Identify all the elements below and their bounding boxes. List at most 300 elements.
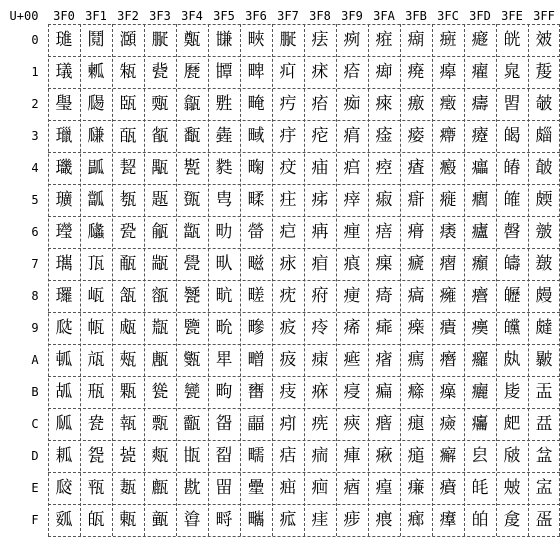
- glyph-cell: 㽾: [279, 478, 297, 498]
- glyph-cell: 㿉: [439, 318, 457, 338]
- glyph-cell: 㽔: [215, 158, 233, 178]
- glyph-cell: 㾔: [343, 158, 361, 178]
- glyph-cell: 㾞: [343, 478, 361, 498]
- glyph-cell: 㾝: [343, 446, 361, 466]
- glyph-cell: 㽍: [183, 446, 201, 466]
- glyph-cell: 㽤: [247, 158, 265, 178]
- glyph-cell: 㿄: [439, 158, 457, 178]
- glyph-cell: 㿼: [535, 414, 553, 434]
- glyph-cell: 㿨: [503, 286, 521, 306]
- glyph-cell: 㽰: [151, 30, 169, 50]
- glyph-cell: 㽦: [247, 222, 265, 242]
- glyph-cell: 㾠: [375, 30, 393, 50]
- grid-divider: [48, 248, 560, 249]
- glyph-cell: 璡: [55, 30, 73, 50]
- glyph-cell: 㾘: [343, 286, 361, 306]
- glyph-cell: 㼙: [87, 318, 105, 338]
- glyph-cell: 㽇: [183, 254, 201, 274]
- grid-divider: [48, 376, 560, 377]
- glyph-cell: 㼋: [55, 382, 73, 402]
- glyph-cell: 㿀: [439, 30, 457, 50]
- glyph-cell: 㾃: [311, 126, 329, 146]
- glyph-cell: 㽿: [279, 510, 297, 530]
- glyph-cell: 㿲: [535, 94, 553, 114]
- glyph-cell: 㿍: [439, 446, 457, 466]
- glyph-cell: 㿧: [503, 254, 521, 274]
- glyph-cell: 㼭: [119, 446, 137, 466]
- glyph-cell: 㽻: [279, 382, 297, 402]
- corner-label: U+00: [9, 9, 39, 23]
- glyph-cell: 㾧: [375, 254, 393, 274]
- glyph-cell: 㼼: [151, 414, 169, 434]
- glyph-cell: 㿕: [471, 190, 489, 210]
- glyph-cell: 㿾: [535, 478, 553, 498]
- glyph-cell: 㿏: [439, 510, 457, 530]
- glyph-cell: 㾌: [311, 414, 329, 434]
- glyph-cell: 㽌: [183, 414, 201, 434]
- glyph-cell: 㽮: [247, 478, 265, 498]
- glyph-cell: 㼓: [87, 126, 105, 146]
- row-header: A: [31, 353, 39, 367]
- glyph-cell: 㿚: [471, 350, 489, 370]
- glyph-cell: 㾥: [375, 190, 393, 210]
- glyph-cell: 㿁: [439, 62, 457, 82]
- glyph-cell: 㼁: [55, 62, 73, 82]
- glyph-cell: 㼍: [55, 446, 73, 466]
- glyph-cell: 㽀: [183, 30, 201, 50]
- glyph-cell: 㽧: [247, 254, 265, 274]
- glyph-cell: 㾀: [311, 30, 329, 50]
- glyph-cell: 㿖: [471, 222, 489, 242]
- glyph-cell: 㼺: [151, 350, 169, 370]
- column-header: 3FF: [533, 9, 555, 23]
- grid-divider: [48, 88, 560, 89]
- glyph-cell: 㿊: [439, 350, 457, 370]
- glyph-cell: 㿰: [535, 30, 553, 50]
- glyph-cell: 㿜: [471, 414, 489, 434]
- glyph-cell: 㼌: [55, 414, 73, 434]
- row-header: 7: [31, 257, 39, 271]
- glyph-cell: 㼈: [55, 286, 73, 306]
- glyph-cell: 㽢: [247, 94, 265, 114]
- glyph-cell: 㾍: [311, 446, 329, 466]
- glyph-cell: 㽄: [183, 158, 201, 178]
- glyph-cell: 㿣: [503, 126, 521, 146]
- glyph-cell: 㿳: [535, 126, 553, 146]
- glyph-cell: 㽑: [215, 62, 233, 82]
- glyph-cell: 㾎: [311, 478, 329, 498]
- glyph-cell: 㿽: [535, 446, 553, 466]
- glyph-cell: 㼩: [119, 318, 137, 338]
- glyph-cell: 㼕: [87, 190, 105, 210]
- glyph-cell: 㾨: [375, 286, 393, 306]
- glyph-cell: 㽣: [247, 126, 265, 146]
- glyph-cell: 㼡: [119, 62, 137, 82]
- glyph-cell: 㿪: [503, 350, 521, 370]
- row-header: 1: [31, 65, 39, 79]
- glyph-cell: 㶊: [119, 30, 137, 50]
- row-header: B: [31, 385, 39, 399]
- glyph-cell: 㿥: [503, 190, 521, 210]
- glyph-cell: 㿦: [503, 222, 521, 242]
- glyph-cell: 㼎: [55, 478, 73, 498]
- glyph-cell: 㽞: [215, 478, 233, 498]
- glyph-cell: 㾦: [375, 222, 393, 242]
- glyph-cell: 㿺: [535, 350, 553, 370]
- column-header: 3F5: [213, 9, 235, 23]
- glyph-cell: 㾟: [343, 510, 361, 530]
- glyph-cell: 㽸: [279, 286, 297, 306]
- glyph-cell: 㾢: [375, 94, 393, 114]
- glyph-cell: 㽋: [183, 382, 201, 402]
- glyph-cell: 㾉: [311, 318, 329, 338]
- glyph-cell: 㾼: [407, 414, 425, 434]
- glyph-cell: 㿷: [535, 254, 553, 274]
- glyph-cell: 㾾: [407, 478, 425, 498]
- glyph-cell: 㿞: [471, 478, 489, 498]
- glyph-cell: 㽰: [279, 30, 297, 50]
- glyph-cell: 㽵: [279, 190, 297, 210]
- glyph-cell: 㾜: [343, 414, 361, 434]
- glyph-cell: 㽽: [279, 446, 297, 466]
- glyph-cell: 㽜: [215, 414, 233, 434]
- row-header: D: [31, 449, 39, 463]
- row-header: 9: [31, 321, 39, 335]
- glyph-cell: 㿿: [535, 510, 553, 530]
- glyph-cell: 㾈: [311, 286, 329, 306]
- glyph-cell: 㼱: [151, 62, 169, 82]
- grid-divider: [48, 472, 560, 473]
- glyph-cell: 㾣: [375, 126, 393, 146]
- glyph-cell: 㾬: [375, 414, 393, 434]
- glyph-cell: 㽈: [183, 286, 201, 306]
- glyph-cell: 㽁: [183, 62, 201, 82]
- glyph-cell: 㿙: [471, 318, 489, 338]
- glyph-cell: 㼾: [151, 478, 169, 498]
- glyph-cell: 㿛: [471, 382, 489, 402]
- glyph-cell: 㾴: [407, 158, 425, 178]
- grid-divider: [48, 504, 560, 505]
- glyph-cell: 㽠: [247, 30, 265, 50]
- glyph-cell: 㿒: [471, 94, 489, 114]
- glyph-cell: 㿎: [439, 478, 457, 498]
- glyph-cell: 㽳: [279, 126, 297, 146]
- glyph-cell: 㾹: [407, 318, 425, 338]
- glyph-cell: 㽼: [279, 414, 297, 434]
- glyph-cell: 㿭: [503, 446, 521, 466]
- grid-divider: [48, 152, 560, 153]
- glyph-cell: 㽺: [279, 350, 297, 370]
- glyph-cell: 㼹: [151, 318, 169, 338]
- glyph-cell: 㽊: [183, 350, 201, 370]
- glyph-cell: 㾤: [375, 158, 393, 178]
- grid-divider: [48, 312, 560, 313]
- glyph-cell: 㾯: [375, 510, 393, 530]
- glyph-cell: 㼏: [55, 510, 73, 530]
- glyph-cell: 㽉: [183, 318, 201, 338]
- glyph-cell: 㼦: [119, 222, 137, 242]
- glyph-cell: 㾩: [375, 318, 393, 338]
- glyph-cell: 㼣: [119, 126, 137, 146]
- glyph-cell: 㾑: [343, 62, 361, 82]
- glyph-cell: 㼃: [55, 126, 73, 146]
- row-header: 2: [31, 97, 39, 111]
- glyph-cell: 㿅: [439, 190, 457, 210]
- glyph-cell: 㾚: [343, 350, 361, 370]
- glyph-cell: 㼝: [87, 446, 105, 466]
- glyph-cell: 㼧: [119, 254, 137, 274]
- glyph-cell: 㼉: [55, 318, 73, 338]
- column-header: 3F3: [149, 9, 171, 23]
- glyph-cell: 㽘: [215, 286, 233, 306]
- glyph-cell: 㾳: [407, 126, 425, 146]
- glyph-cell: 㽡: [247, 62, 265, 82]
- glyph-cell: 㼜: [87, 414, 105, 434]
- glyph-cell: 㿓: [471, 126, 489, 146]
- glyph-cell: 㾐: [343, 30, 361, 50]
- glyph-cell: 㽭: [247, 446, 265, 466]
- glyph-cell: 㾭: [375, 446, 393, 466]
- glyph-cell: 㽥: [247, 190, 265, 210]
- column-header: 3F4: [181, 9, 203, 23]
- glyph-cell: 㾓: [343, 126, 361, 146]
- glyph-cell: 㼬: [119, 414, 137, 434]
- glyph-cell: 㿇: [439, 254, 457, 274]
- glyph-cell: 㼸: [151, 286, 169, 306]
- glyph-cell: 㼂: [55, 94, 73, 114]
- glyph-cell: 㼴: [151, 158, 169, 178]
- glyph-cell: 㿌: [439, 414, 457, 434]
- row-header: E: [31, 481, 39, 495]
- glyph-cell: 㽖: [215, 222, 233, 242]
- glyph-cell: 㼆: [55, 222, 73, 242]
- glyph-cell: 㽪: [247, 350, 265, 370]
- column-header: 3F0: [53, 9, 75, 23]
- glyph-cell: 㾻: [407, 382, 425, 402]
- glyph-cell: 㼇: [55, 254, 73, 274]
- glyph-cell: 㾇: [311, 254, 329, 274]
- glyph-cell: 㽗: [215, 254, 233, 274]
- glyph-cell: 㿢: [503, 94, 521, 114]
- glyph-cell: 㼗: [87, 254, 105, 274]
- glyph-cell: 㼒: [87, 94, 105, 114]
- glyph-cell: 㽒: [215, 94, 233, 114]
- glyph-cell: 鬩: [87, 30, 105, 50]
- glyph-cell: 㾒: [343, 94, 361, 114]
- glyph-cell: 㽴: [279, 158, 297, 178]
- row-header: 6: [31, 225, 39, 239]
- row-header: 5: [31, 193, 39, 207]
- glyph-cell: 㾖: [343, 222, 361, 242]
- glyph-cell: 㼥: [119, 190, 137, 210]
- glyph-cell: 㾽: [407, 446, 425, 466]
- glyph-cell: 㾁: [311, 62, 329, 82]
- glyph-cell: 㽯: [247, 510, 265, 530]
- row-header: C: [31, 417, 39, 431]
- glyph-cell: 㿡: [503, 62, 521, 82]
- glyph-cell: 㼊: [55, 350, 73, 370]
- glyph-cell: 㽲: [279, 94, 297, 114]
- glyph-cell: 㿐: [471, 30, 489, 50]
- glyph-cell: 㿱: [535, 62, 553, 82]
- glyph-cell: 㼷: [151, 254, 169, 274]
- glyph-cell: 㼻: [151, 382, 169, 402]
- column-header: 3F8: [309, 9, 331, 23]
- glyph-cell: 㼘: [87, 286, 105, 306]
- glyph-cell: 㾫: [375, 382, 393, 402]
- glyph-cell: 㼟: [87, 510, 105, 530]
- glyph-cell: 㿝: [471, 446, 489, 466]
- glyph-cell: 㾗: [343, 254, 361, 274]
- column-header: 3FA: [373, 9, 395, 23]
- glyph-cell: 㾮: [375, 478, 393, 498]
- glyph-cell: 㽆: [183, 222, 201, 242]
- glyph-cell: 㿈: [439, 286, 457, 306]
- glyph-cell: 㿩: [503, 318, 521, 338]
- glyph-cell: 㾲: [407, 94, 425, 114]
- grid-divider: [48, 120, 560, 121]
- grid-divider: [48, 344, 560, 345]
- glyph-cell: 㼵: [151, 190, 169, 210]
- glyph-cell: 㽨: [247, 286, 265, 306]
- glyph-cell: 㽱: [279, 62, 297, 82]
- glyph-cell: 㼽: [151, 446, 169, 466]
- glyph-cell: 㿫: [503, 382, 521, 402]
- glyph-cell: 㿮: [503, 478, 521, 498]
- glyph-cell: 㾋: [311, 382, 329, 402]
- glyph-cell: 㽙: [215, 318, 233, 338]
- column-header: 3FE: [501, 9, 523, 23]
- column-header: 3FC: [437, 9, 459, 23]
- glyph-cell: 㽂: [183, 94, 201, 114]
- glyph-cell: 㾸: [407, 286, 425, 306]
- row-header: F: [31, 513, 39, 527]
- grid-divider: [48, 24, 560, 25]
- glyph-cell: 㼨: [119, 286, 137, 306]
- glyph-cell: 㼖: [87, 222, 105, 242]
- glyph-cell: 㾏: [311, 510, 329, 530]
- glyph-cell: 㿵: [535, 190, 553, 210]
- glyph-cell: 㾛: [343, 382, 361, 402]
- column-header: 3FD: [469, 9, 491, 23]
- glyph-cell: 㼫: [119, 382, 137, 402]
- glyph-cell: 㾵: [407, 190, 425, 210]
- glyph-cell: 㽐: [215, 30, 233, 50]
- row-header: 3: [31, 129, 39, 143]
- glyph-cell: 㼲: [151, 94, 169, 114]
- glyph-cell: 㾶: [407, 222, 425, 242]
- glyph-cell: 㿃: [439, 126, 457, 146]
- glyph-cell: 㿶: [535, 222, 553, 242]
- glyph-cell: 㾄: [311, 158, 329, 178]
- glyph-cell: 㿯: [503, 510, 521, 530]
- glyph-cell: 㽕: [215, 190, 233, 210]
- glyph-cell: 㾰: [407, 30, 425, 50]
- glyph-cell: 㿹: [535, 318, 553, 338]
- glyph-cell: 㿴: [535, 158, 553, 178]
- glyph-cell: 㽏: [183, 510, 201, 530]
- column-header: 3F1: [85, 9, 107, 23]
- glyph-cell: 㼤: [119, 158, 137, 178]
- glyph-cell: 㿔: [471, 158, 489, 178]
- glyph-cell: 㿬: [503, 414, 521, 434]
- glyph-cell: 㾺: [407, 350, 425, 370]
- row-header: 8: [31, 289, 39, 303]
- glyph-cell: 㾱: [407, 62, 425, 82]
- glyph-cell: 㼳: [151, 126, 169, 146]
- grid-divider: [48, 536, 560, 537]
- glyph-cell: 㾪: [375, 350, 393, 370]
- glyph-cell: 㾆: [311, 222, 329, 242]
- glyph-cell: 㽫: [247, 382, 265, 402]
- column-header: 3F2: [117, 9, 139, 23]
- column-header: 3F9: [341, 9, 363, 23]
- glyph-cell: 㼑: [87, 62, 105, 82]
- glyph-cell: 㼄: [55, 158, 73, 178]
- glyph-cell: 㽎: [183, 478, 201, 498]
- glyph-cell: 㼮: [119, 478, 137, 498]
- glyph-cell: 㼯: [119, 510, 137, 530]
- glyph-cell: 㽝: [215, 446, 233, 466]
- grid-divider: [48, 184, 560, 185]
- glyph-cell: 㼢: [119, 94, 137, 114]
- grid-divider: [48, 216, 560, 217]
- glyph-cell: 㿻: [535, 382, 553, 402]
- glyph-cell: 㿂: [439, 94, 457, 114]
- glyph-cell: 㼅: [55, 190, 73, 210]
- column-header: 3F6: [245, 9, 267, 23]
- glyph-cell: 㼪: [119, 350, 137, 370]
- glyph-cell: 㼚: [87, 350, 105, 370]
- glyph-cell: 㿤: [503, 158, 521, 178]
- glyph-cell: 㾷: [407, 254, 425, 274]
- column-header: 3FB: [405, 9, 427, 23]
- glyph-cell: 㼶: [151, 222, 169, 242]
- glyph-cell: 㾙: [343, 318, 361, 338]
- glyph-cell: 㽛: [215, 382, 233, 402]
- glyph-cell: 㿆: [439, 222, 457, 242]
- glyph-cell: 㽓: [215, 126, 233, 146]
- row-header: 0: [31, 33, 39, 47]
- glyph-cell: 㼛: [87, 382, 105, 402]
- glyph-cell: 㿋: [439, 382, 457, 402]
- glyph-cell: 㽶: [279, 222, 297, 242]
- glyph-cell: 㽟: [215, 510, 233, 530]
- glyph-cell: 㽚: [215, 350, 233, 370]
- glyph-cell: 㾡: [375, 62, 393, 82]
- glyph-cell: 㼞: [87, 478, 105, 498]
- glyph-cell: 㿗: [471, 254, 489, 274]
- glyph-cell: 㾂: [311, 94, 329, 114]
- grid-divider: [48, 280, 560, 281]
- column-header: 3F7: [277, 9, 299, 23]
- glyph-cell: 㽅: [183, 190, 201, 210]
- glyph-cell: 㼔: [87, 158, 105, 178]
- glyph-cell: 㽹: [279, 318, 297, 338]
- glyph-cell: 㿑: [471, 62, 489, 82]
- glyph-cell: 㾊: [311, 350, 329, 370]
- glyph-cell: 㽩: [247, 318, 265, 338]
- glyph-cell: 㿘: [471, 286, 489, 306]
- glyph-cell: 㾕: [343, 190, 361, 210]
- glyph-cell: 㾅: [311, 190, 329, 210]
- grid-divider: [48, 440, 560, 441]
- glyph-cell: 㼿: [151, 510, 169, 530]
- glyph-cell: 㾿: [407, 510, 425, 530]
- row-header: 4: [31, 161, 39, 175]
- glyph-cell: 㿸: [535, 286, 553, 306]
- glyph-cell: 㿟: [471, 510, 489, 530]
